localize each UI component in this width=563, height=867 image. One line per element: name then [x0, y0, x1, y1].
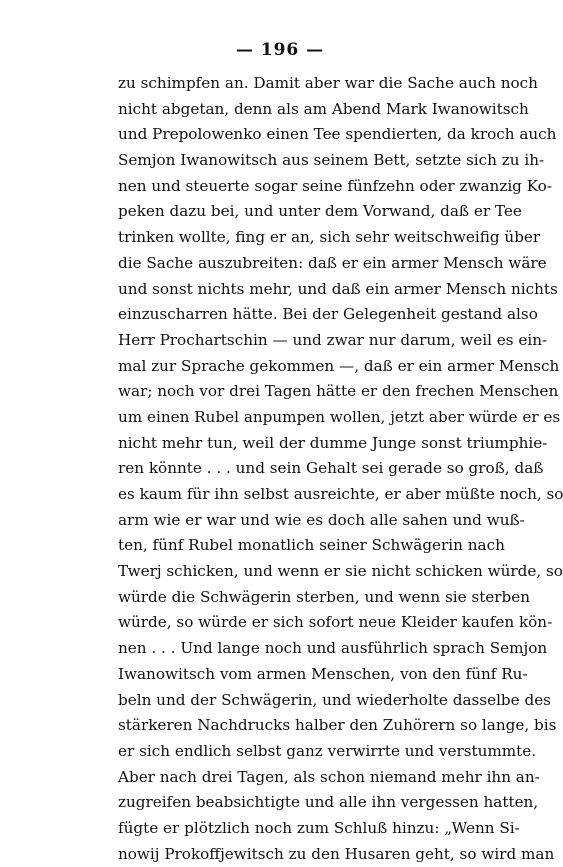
text-line: nen . . . Und lange noch und ausführlich sprach Semjon: [118, 639, 548, 658]
text-line: mal zur Sprache gekommen —, daß er ein armer Mensch: [118, 356, 560, 375]
text-line: nicht abgetan, denn als am Abend Mark Iwanowitsch: [118, 99, 529, 118]
text-line: um einen Rubel anpumpen wollen, jetzt aber würde er es: [118, 407, 561, 426]
text-line: einzuscharren hätte. Bei der Gelegenheit gestand also: [118, 305, 538, 324]
text-line: beln und der Schwägerin, und wiederholte dasselbe des: [118, 690, 551, 709]
text-line: und sonst nichts mehr, und daß ein armer Mensch nichts: [118, 279, 558, 298]
text-line: war; noch vor drei Tagen hätte er den frechen Menschen: [118, 382, 559, 401]
text-line: würde die Schwägerin sterben, und wenn sie sterben: [118, 587, 531, 606]
text-line: er sich endlich selbst ganz verwirrte und verstummte.: [118, 741, 537, 760]
text-line: es kaum für ihn selbst ausreichte, er aber müßte noch, so: [118, 485, 563, 503]
text-line: würde, so würde er sich sofort neue Kleider kaufen kön-: [118, 613, 553, 632]
text-line: Aber nach drei Tagen, als schon niemand mehr ihn an-: [118, 767, 540, 786]
text-line: Iwanowitsch vom armen Menschen, von den fünf Ru-: [118, 664, 528, 683]
text-line: nicht mehr tun, weil der dumme Junge sonst triumphie-: [118, 433, 548, 452]
text-line: nen und steuerte sogar seine fünfzehn oder zwanzig Ko-: [118, 176, 552, 195]
text-line: fügte er plötzlich noch zum Schluß hinzu: „Wenn Si-: [118, 818, 520, 837]
text-line: und Prepolowenko einen Tee spendierten, da kroch auch: [118, 125, 557, 144]
text-line: zugreifen beabsichtigte und alle ihn vergessen hatten,: [118, 793, 539, 812]
text-line: ren könnte . . . und sein Gehalt sei gerade so groß, daß: [118, 459, 544, 478]
text-line: trinken wollte, fing er an, sich sehr weitschweifig über: [118, 228, 541, 247]
page-number: — 196 —: [235, 40, 325, 60]
text-line: Semjon Iwanowitsch aus seinem Bett, setzte sich zu ih-: [118, 151, 545, 170]
text-line: peken dazu bei, und unter dem Vorwand, daß er Tee: [118, 202, 522, 221]
body-text: [118, 71, 563, 867]
text-line: die Sache auszubreiten: daß er ein armer Mensch wäre: [118, 253, 547, 272]
text-line: Herr Prochartschin — und zwar nur darum, weil es ein-: [118, 330, 548, 349]
text-line: arm wie er war und wie es doch alle sahen und wuß-: [118, 510, 525, 529]
text-line: zu schimpfen an. Damit aber war die Sache auch noch: [118, 74, 538, 92]
text-line: nowij Prokoffjewitsch zu den Husaren geht, so wird man: [118, 844, 555, 863]
text-line: Twerj schicken, und wenn er sie nicht schicken würde, so: [118, 562, 563, 581]
text-line: stärkeren Nachdrucks halber den Zuhörern so lange, bis: [118, 716, 557, 735]
text-line: ten, fünf Rubel monatlich seiner Schwägerin nach: [118, 536, 505, 555]
